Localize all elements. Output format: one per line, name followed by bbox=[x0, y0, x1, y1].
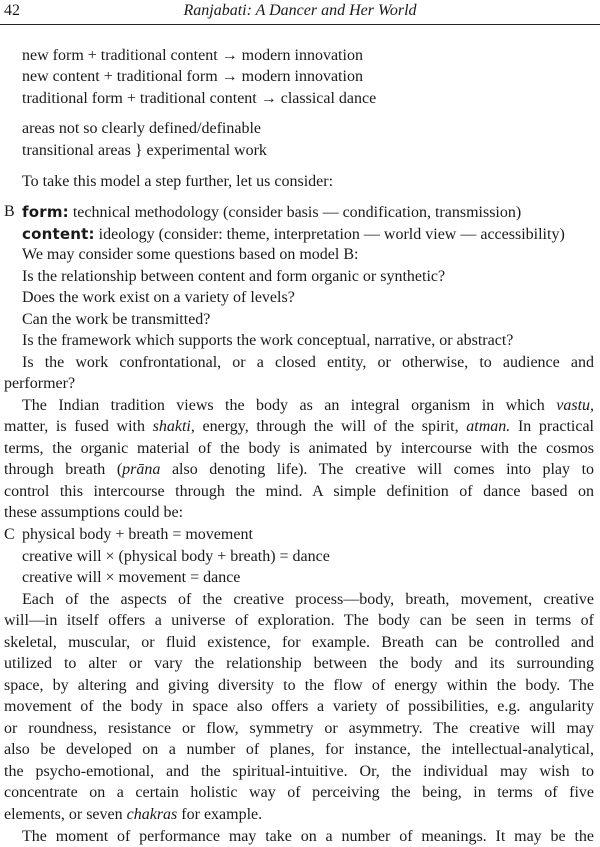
model-a-line-2: new content + traditional form → modern innovation bbox=[22, 68, 363, 85]
model-a-line-3: traditional form + traditional content → classical dance bbox=[22, 90, 377, 107]
aspects-para-line-4: utilized to alter or vary the relationship between the body and its surrounding bbox=[4, 655, 594, 672]
indian-para-line-2: matter, is fused with shakti, energy, through the will of the spirit, atman. In practical bbox=[4, 418, 594, 435]
aspects-para-line-1: Each of the aspects of the creative process—body, breath, movement, creative bbox=[22, 591, 594, 608]
term-prana: prāna bbox=[122, 461, 161, 478]
model-c-equation-2: creative will × (physical body + breath) = dance bbox=[22, 548, 330, 565]
page-number: 42 bbox=[4, 2, 20, 19]
running-title: Ranjabati: A Dancer and Her World bbox=[183, 2, 417, 19]
term-atman: atman. bbox=[466, 418, 511, 435]
model-c-equation-3: creative will × movement = dance bbox=[22, 569, 241, 586]
indian-para-line-3: terms, the organic material of the body is animated by intercourse with the cosmos bbox=[4, 440, 594, 457]
model-b-form bbox=[22, 202, 521, 223]
term-chakras: chakras bbox=[126, 806, 178, 823]
model-b-intro: To take this model a step further, let us consider: bbox=[22, 173, 334, 190]
model-a-line-1: new form + traditional content → modern innovation bbox=[22, 47, 363, 64]
indian-para-line-5: control this intercourse through the mind. A simple definition of dance based on bbox=[4, 483, 594, 500]
content-definition: ideology (consider: theme, interpretation — world view — accessibility) bbox=[98, 226, 565, 243]
model-a-line-5: transitional areas } experimental work bbox=[22, 142, 267, 159]
indian-para-line-1: The Indian tradition views the body as an integral organism in which vastu, bbox=[22, 397, 595, 414]
term-shakti: shakti, bbox=[152, 418, 195, 435]
indian-para-line-6: these assumptions could be: bbox=[4, 504, 184, 521]
model-a-line-4: areas not so clearly defined/definable bbox=[22, 120, 261, 137]
form-definition: technical methodology (consider basis — condification, transmission) bbox=[72, 204, 522, 221]
form-term: form: bbox=[22, 203, 69, 221]
aspects-para-line-2: will—in itself offers a universe of exploration. The body can be seen in terms of bbox=[4, 612, 594, 629]
aspects-para-line-3: skeletal, muscular, or fluid existence, for example. Breath can be controlled and bbox=[4, 634, 594, 651]
indian-para-line-4: through breath (prāna also denoting life). The creative will comes into play to bbox=[4, 461, 595, 478]
questions-intro: We may consider some questions based on model B: bbox=[22, 246, 359, 263]
model-b-content bbox=[22, 224, 565, 245]
model-c-marker: C bbox=[4, 526, 15, 543]
question-2: Does the work exist on a variety of levels? bbox=[22, 289, 295, 306]
model-b-marker: B bbox=[4, 203, 15, 220]
question-5-line-1: Is the work confrontational, or a closed entity, or otherwise, to audience and bbox=[22, 354, 594, 371]
aspects-para-line-9: the psycho-emotional, and the spiritual-intuitive. Or, the individual may wish to bbox=[4, 763, 594, 780]
performance-para-line-1: The moment of performance may take on a number of meanings. It may be the bbox=[22, 828, 594, 845]
question-4: Is the framework which supports the work conceptual, narrative, or abstract? bbox=[22, 332, 514, 349]
question-5-line-2: performer? bbox=[4, 375, 76, 392]
running-header bbox=[0, 0, 600, 25]
question-1: Is the relationship between content and form organic or synthetic? bbox=[22, 268, 446, 285]
aspects-para-line-10: concentrate on a certain holistic way of perceiving the being, in terms of five bbox=[4, 784, 594, 801]
aspects-para-line-8: also be developed on a number of planes, for instance, the intellectual-analytical, bbox=[4, 741, 594, 758]
aspects-para-line-11: elements, or seven chakras for example. bbox=[4, 806, 263, 823]
question-3: Can the work be transmitted? bbox=[22, 311, 211, 328]
aspects-para-line-7: or roundness, resistance or flow, symmetry or asymmetry. The creative will may bbox=[4, 720, 594, 737]
content-term: content: bbox=[22, 225, 95, 243]
aspects-para-line-6: movement of the body in space also offers a variety of possibilities, e.g. angularity bbox=[4, 698, 594, 715]
term-vastu: vastu, bbox=[556, 397, 595, 414]
aspects-para-line-5: space, by altering and giving diversity to the flow of energy within the body. The bbox=[4, 677, 594, 694]
model-c-equation-1: physical body + breath = movement bbox=[22, 526, 253, 543]
